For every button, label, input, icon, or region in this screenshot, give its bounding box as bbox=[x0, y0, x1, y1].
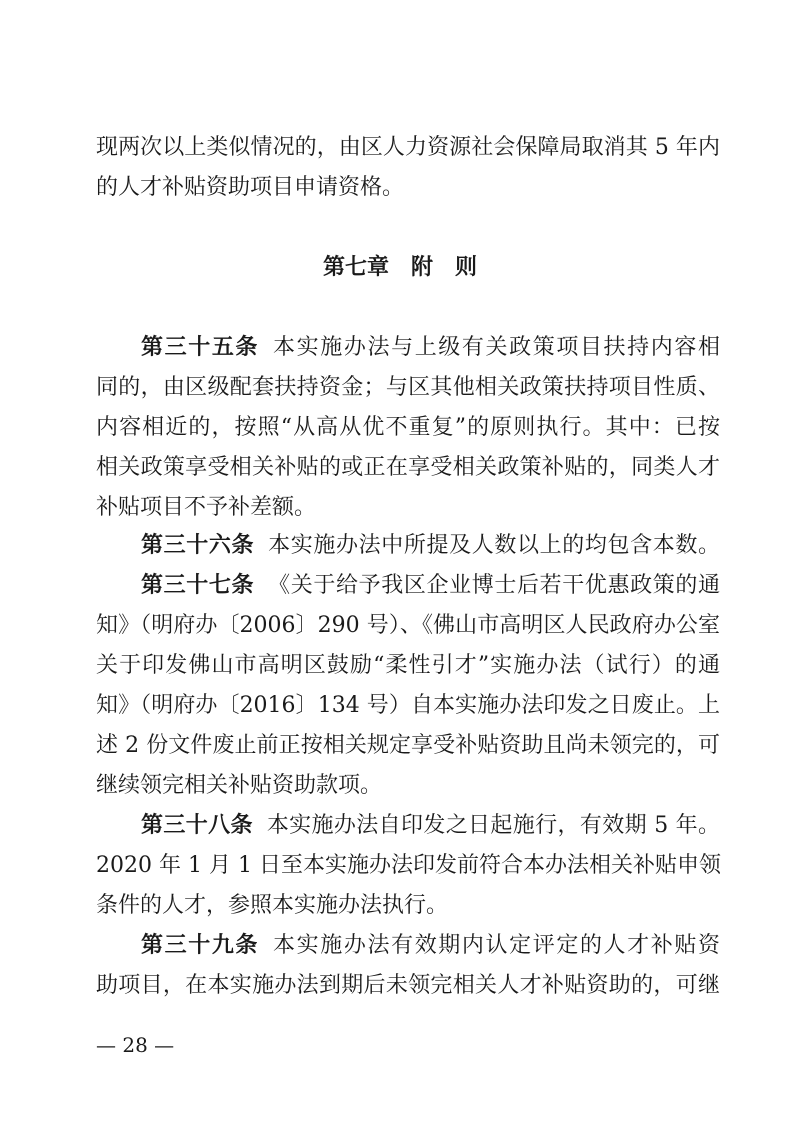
paragraph-line: 内容相近的，按照“从高从优不重复”的原则执行。其中：已按 bbox=[96, 415, 720, 440]
article-38-first-line bbox=[141, 806, 720, 846]
article-37-first-line bbox=[141, 566, 720, 606]
article-39-first-line bbox=[141, 926, 720, 966]
paragraph-line: 述 2 份文件废止前正按相关规定享受补贴资助且尚未领完的，可 bbox=[96, 733, 720, 758]
paragraph-line: 相关政策享受相关补贴的或正在享受相关政策补贴的，同类人才 bbox=[96, 455, 720, 480]
paragraph-line: 关于印发佛山市高明区鼓励“柔性引才”实施办法（试行）的通 bbox=[96, 653, 720, 678]
paragraph-line: 补贴项目不予补差额。 bbox=[96, 495, 317, 520]
paragraph-line: 同的，由区级配套扶持资金；与区其他相关政策扶持项目性质、 bbox=[96, 375, 720, 400]
article-36-first-line bbox=[141, 526, 720, 566]
paragraph-line: 的人才补贴资助项目申请资格。 bbox=[96, 175, 405, 200]
article-label: 第三十五条 bbox=[141, 335, 260, 360]
paragraph-line: 2020 年 1 月 1 日至本实施办法印发前符合本办法相关补贴申领 bbox=[96, 853, 721, 878]
article-label: 第三十八条 bbox=[141, 813, 253, 838]
paragraph-line: 助项目，在本实施办法到期后未领完相关人才补贴资助的，可继 bbox=[96, 973, 720, 998]
paragraph-line: 继续领完相关补贴资助款项。 bbox=[96, 773, 383, 798]
paragraph-line: 现两次以上类似情况的，由区人力资源社会保障局取消其 5 年内 bbox=[96, 135, 720, 160]
article-label: 第三十九条 bbox=[141, 933, 260, 958]
chapter-heading: 第七章 附 则 bbox=[322, 255, 477, 280]
article-label: 第三十六条 bbox=[141, 533, 255, 558]
paragraph-line: 条件的人才，参照本实施办法执行。 bbox=[96, 893, 449, 918]
article-text: 本实施办法中所提及人数以上的均包含本数。 bbox=[268, 533, 720, 558]
article-label: 第三十七条 bbox=[141, 573, 255, 598]
article-text: 《关于给予我区企业博士后若干优惠政策的通 bbox=[268, 573, 720, 598]
page-number: — 28 — bbox=[96, 1033, 175, 1057]
article-text: 本实施办法与上级有关政策项目扶持内容相 bbox=[273, 335, 720, 360]
paragraph-line: 知》（明府办〔2016〕134 号）自本实施办法印发之日废止。上 bbox=[96, 693, 720, 718]
article-text: 本实施办法有效期内认定评定的人才补贴资 bbox=[273, 933, 720, 958]
paragraph-line: 知》（明府办〔2006〕290 号）、《佛山市高明区人民政府办公室 bbox=[96, 613, 720, 638]
article-text: 本实施办法自印发之日起施行，有效期 5 年。 bbox=[266, 813, 720, 838]
article-35-first-line bbox=[141, 328, 720, 368]
